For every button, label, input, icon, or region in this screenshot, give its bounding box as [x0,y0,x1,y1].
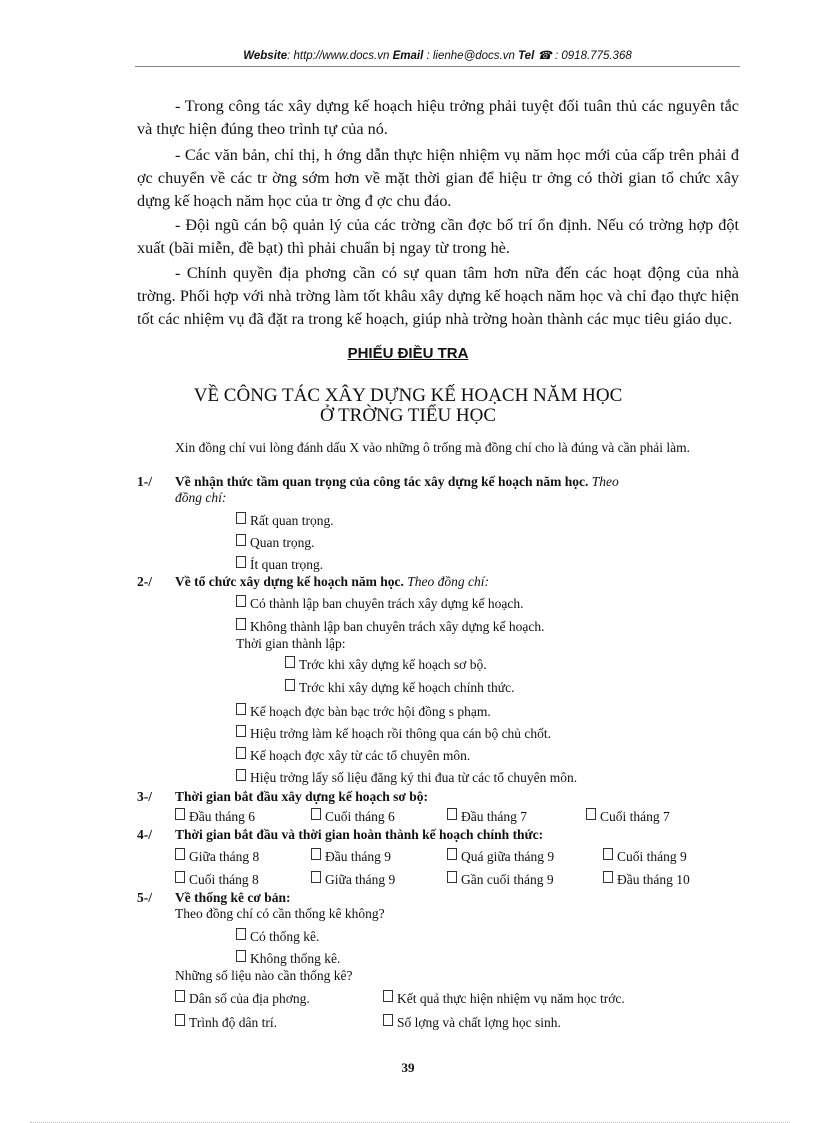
website-label: Website [243,50,288,62]
question-3-number: 3-/ [137,789,152,804]
q1-option-checkbox[interactable]: Rất quan trọng. [236,512,334,529]
question-1-suffix2: đồng chí: [175,490,227,505]
q5-sub2-label: Những số liệu nào cần thống kê? [175,968,353,983]
paragraph-3: - Đội ngũ cán bộ quản lý của các trờng cần đợc bố trí ổn định. Nếu có trờng hợp đột xuất (bãi miễn, đề bạt) thì phải chuẩn bị ngay từ trong hè. [137,216,739,257]
email-label: Email [392,50,424,62]
q2-time-label: Thời gian thành lập: [236,636,346,651]
q2-more-checkbox[interactable]: Hiệu trởng làm kế hoạch rồi thông qua cán bộ chủ chốt. [236,725,551,742]
q4-option-checkbox[interactable]: Đầu tháng 10 [603,871,690,888]
q5-sub2-checkbox[interactable]: Kết quả thực hiện nhiệm vụ năm học trớc. [383,990,625,1007]
q2-option-checkbox[interactable]: Không thành lập ban chuyên trách xây dựng kế hoạch. [236,618,544,635]
question-2 [137,574,489,590]
q4-option-checkbox[interactable]: Cuối tháng 8 [175,871,259,888]
q2-time-checkbox[interactable]: Trớc khi xây dựng kế hoạch chính thức. [285,679,515,696]
question-4-text: Thời gian bắt đầu và thời gian hoàn thành kế hoạch chính thức: [175,827,544,842]
q1-option-checkbox[interactable]: Quan trọng. [236,534,315,551]
paragraph-1: - Trong công tác xây dựng kế hoạch hiệu trởng phải tuyệt đối tuân thủ các nguyên tắc và thực hiện đúng theo trình tự của nó. [137,97,739,138]
question-2-text: Về tổ chức xây dựng kế hoạch năm học. [175,574,404,589]
q3-option-checkbox[interactable]: Cuối tháng 6 [311,808,395,825]
question-3 [137,789,428,805]
question-5-number: 5-/ [137,890,152,905]
tel-value: ☎ : 0918.775.368 [537,50,632,62]
q4-option-checkbox[interactable]: Đầu tháng 9 [311,848,391,865]
q5-sub1-checkbox[interactable]: Không thống kê. [236,950,340,967]
question-1-text: Về nhận thức tầm quan trọng của công tác xây dựng kế hoạch năm học. [175,474,589,489]
survey-subtitle-line2: Ở TRỜNG TIỂU HỌC [319,405,497,426]
survey-subtitle-line1: VỀ CÔNG TÁC XÂY DỰNG KẾ HOẠCH NĂM HỌC [193,385,623,406]
q4-option-checkbox[interactable]: Giữa tháng 8 [175,848,259,865]
q5-sub2-checkbox[interactable]: Dân số của địa phơng. [175,990,310,1007]
q5-sub1-label: Theo đồng chí có cần thống kê không? [175,906,385,921]
tel-label: Tel [518,50,535,62]
q4-option-checkbox[interactable]: Quá giữa tháng 9 [447,848,554,865]
page-number: 39 [401,1060,415,1075]
q4-option-checkbox[interactable]: Cuối tháng 9 [603,848,687,865]
q2-time-checkbox[interactable]: Trớc khi xây dựng kế hoạch sơ bộ. [285,656,487,673]
survey-intro: Xin đồng chí vui lòng đánh dấu X vào những ô trống mà đồng chí cho là đúng và cần phải làm. [175,440,690,455]
q2-more-checkbox[interactable]: Hiệu trởng lấy số liệu đăng ký thi đua từ các tổ chuyên môn. [236,769,577,786]
header-divider [135,66,740,67]
page-header [135,48,740,62]
website-value: : http://www.docs.vn [287,50,390,62]
q2-option-checkbox[interactable]: Có thành lập ban chuyên trách xây dựng kế hoạch. [236,595,523,612]
q4-option-checkbox[interactable]: Giữa tháng 9 [311,871,395,888]
paragraph-2: - Các văn bản, chỉ thị, h ớng dẫn thực hiện nhiệm vụ năm học mới của cấp trên phải đ ợc chuyển về các tr ờng sớm hơn về mặt thời gian để hiệu tr ởng có thời gian tổ chức xây dựng kế hoạch năm học của tr ờng đ ợc chu đáo. [137,146,739,210]
question-1-suffix: Theo [591,474,619,489]
q5-sub1-checkbox[interactable]: Có thống kê. [236,928,319,945]
q3-option-checkbox[interactable]: Đầu tháng 6 [175,808,255,825]
q3-option-checkbox[interactable]: Đầu tháng 7 [447,808,527,825]
question-4-number: 4-/ [137,827,152,842]
paragraph-4: - Chính quyền địa phơng cần có sự quan tâm hơn nữa đến các hoạt động của nhà trờng. Phối hợp với nhà trờng làm tốt khâu xây dựng kế hoạch năm học và chỉ đạo thực hiện tốt các nhiệm vụ đã đặt ra trong kế hoạch, giúp nhà trờng hoàn thành các mục tiêu giáo dục. [137,264,739,328]
question-4 [137,827,543,843]
question-1-number: 1-/ [137,474,152,489]
q5-sub2-checkbox[interactable]: Trình độ dân trí. [175,1014,277,1031]
question-5 [137,890,290,906]
survey-title: PHIẾU ĐIỀU TRA [347,345,469,362]
q3-option-checkbox[interactable]: Cuối tháng 7 [586,808,670,825]
question-1 [137,474,739,506]
q5-sub2-checkbox[interactable]: Số lợng và chất lợng học sinh. [383,1014,561,1031]
q2-more-checkbox[interactable]: Kế hoạch đợc xây từ các tổ chuyên môn. [236,747,470,764]
question-5-text: Về thống kê cơ bản: [175,890,291,905]
email-value: : lienhe@docs.vn [426,50,515,62]
q4-option-checkbox[interactable]: Gần cuối tháng 9 [447,871,554,888]
q2-more-checkbox[interactable]: Kế hoạch đợc bàn bạc trớc hội đồng s phạm. [236,703,491,720]
question-3-text: Thời gian bắt đầu xây dựng kế hoạch sơ bộ: [175,789,428,804]
question-2-number: 2-/ [137,574,152,589]
question-2-suffix: Theo đồng chí: [407,574,489,589]
q1-option-checkbox[interactable]: Ít quan trọng. [236,556,323,573]
survey-subtitle [0,386,816,426]
